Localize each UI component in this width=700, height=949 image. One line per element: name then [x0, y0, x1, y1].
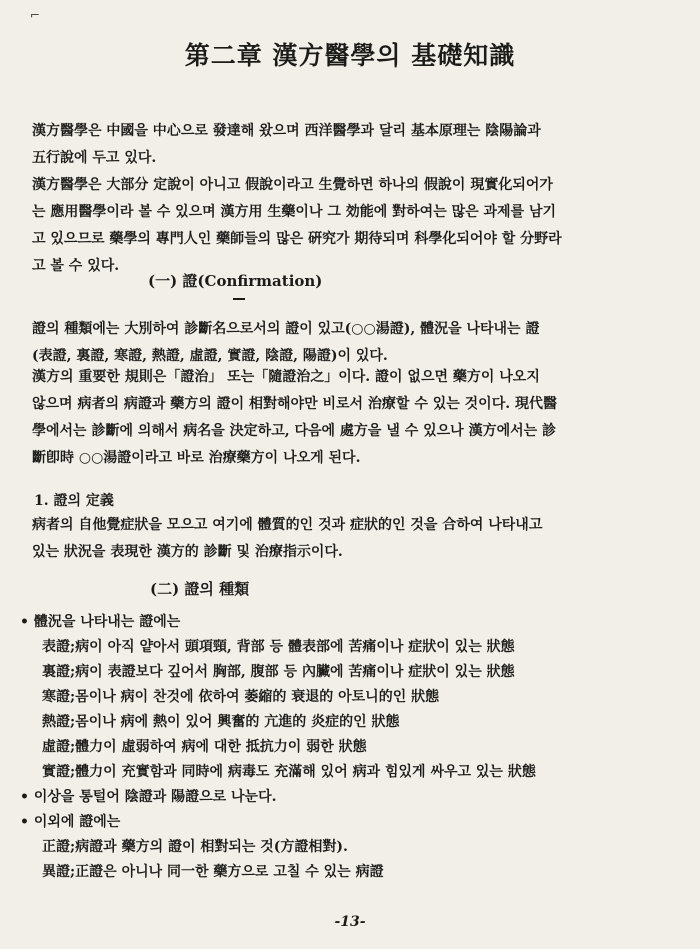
corner-mark: ⌐: [30, 8, 41, 22]
text-line: 漢方의 重要한 規則은「證治」 또는「隨證治之」이다. 證이 없으면 藥方이 나오지: [32, 369, 540, 385]
bullet-body-condition: • 體況을 나타내는 證에는: [20, 614, 181, 630]
text-line: 는 應用醫學이라 볼 수 있으며 漢方用 生藥이나 그 効能에 對하여는 많은 과제를 남기: [32, 204, 557, 220]
section-heading-confirmation: (一) 證(Confirmation): [148, 272, 323, 290]
type-item-interior: 裏證;病이 表證보다 깊어서 胸部, 腹部 등 內臟에 苦痛이나 症狀이 있는 狀態: [42, 664, 515, 680]
intro-paragraph: [32, 118, 642, 172]
section1-paragraph: [32, 316, 642, 370]
subsection-heading-definition: 1. 證의 定義: [34, 493, 114, 509]
text-line: 證의 種類에는 大別하여 診斷名으로서의 證이 있고(○○湯證), 體況을 나타내는 證: [32, 321, 540, 337]
text-line: 病者의 自他覺症狀을 모으고 여기에 體質的인 것과 症狀的인 것을 合하여 나타내고: [32, 517, 543, 533]
text-line: 五行說에 두고 있다.: [32, 150, 157, 166]
text-line: 고 있으므로 藥學의 專門人인 藥師들의 많은 硏究가 期待되며 科學化되어야 할 分野라: [32, 231, 562, 247]
text-line: (表證, 裏證, 寒證, 熱證, 虛證, 實證, 陰證, 陽證)이 있다.: [32, 348, 388, 364]
definition-paragraph: [32, 512, 642, 566]
text-line: 學에서는 診斷에 의해서 病名을 決定하고, 다음에 處方을 낼 수 있으나 漢方에서는 診: [32, 423, 557, 439]
type-item-excess: 實證;體力이 充實함과 同時에 病毒도 充滿해 있어 病과 힘있게 싸우고 있는 狀態: [42, 764, 536, 780]
type-item-deficiency: 虛證;體力이 虛弱하여 病에 대한 抵抗力이 弱한 狀態: [42, 739, 367, 755]
text-line: 斷卽時 ○○湯證이라고 바로 治療藥方이 나오게 된다.: [32, 450, 361, 466]
type-item-heat: 熱證;몸이나 病에 熱이 있어 興奮的 亢進的 炎症的인 狀態: [42, 714, 400, 730]
page-number: -13-: [334, 914, 366, 930]
text-line: 漢方醫學은 大部分 定說이 아니고 假說이라고 生覺하면 하나의 假說이 現實化되어가: [32, 177, 553, 193]
section1-paragraph-2: [32, 364, 642, 472]
intro-paragraph-2: [32, 172, 642, 280]
divider-dash: [233, 298, 245, 300]
bullet-other: • 이외에 證에는: [20, 814, 121, 830]
bullet-yin-yang: • 이상을 통털어 陰證과 陽證으로 나눈다.: [20, 789, 277, 805]
section-heading-types: (二) 證의 種類: [150, 580, 250, 598]
type-item-exterior: 表證;病이 아직 얕아서 頭項頸, 背部 등 體表部에 苦痛이나 症狀이 있는 狀態: [42, 639, 515, 655]
other-item-different: 異證;正證은 아니나 同一한 藥方으로 고칠 수 있는 病證: [42, 864, 384, 880]
text-line: 있는 狀況을 表現한 漢方的 診斷 및 治療指示이다.: [32, 544, 343, 560]
text-line: 않으며 病者의 病證과 藥方의 證이 相對해야만 비로서 治療할 수 있는 것이다. 現代醫: [32, 396, 557, 412]
text-line: 고 볼 수 있다.: [32, 258, 120, 274]
chapter-title: 第二章 漢方醫學의 基礎知識: [184, 41, 516, 70]
text-line: 漢方醫學은 中國을 中心으로 發達해 왔으며 西洋醫學과 달리 基本原理는 陰陽論과: [32, 123, 541, 139]
type-item-cold: 寒證;몸이나 病이 찬것에 依하여 萎縮的 衰退的 아토니的인 狀態: [42, 689, 440, 705]
other-item-proper: 正證;病證과 藥方의 證이 相對되는 것(方證相對).: [42, 839, 348, 855]
